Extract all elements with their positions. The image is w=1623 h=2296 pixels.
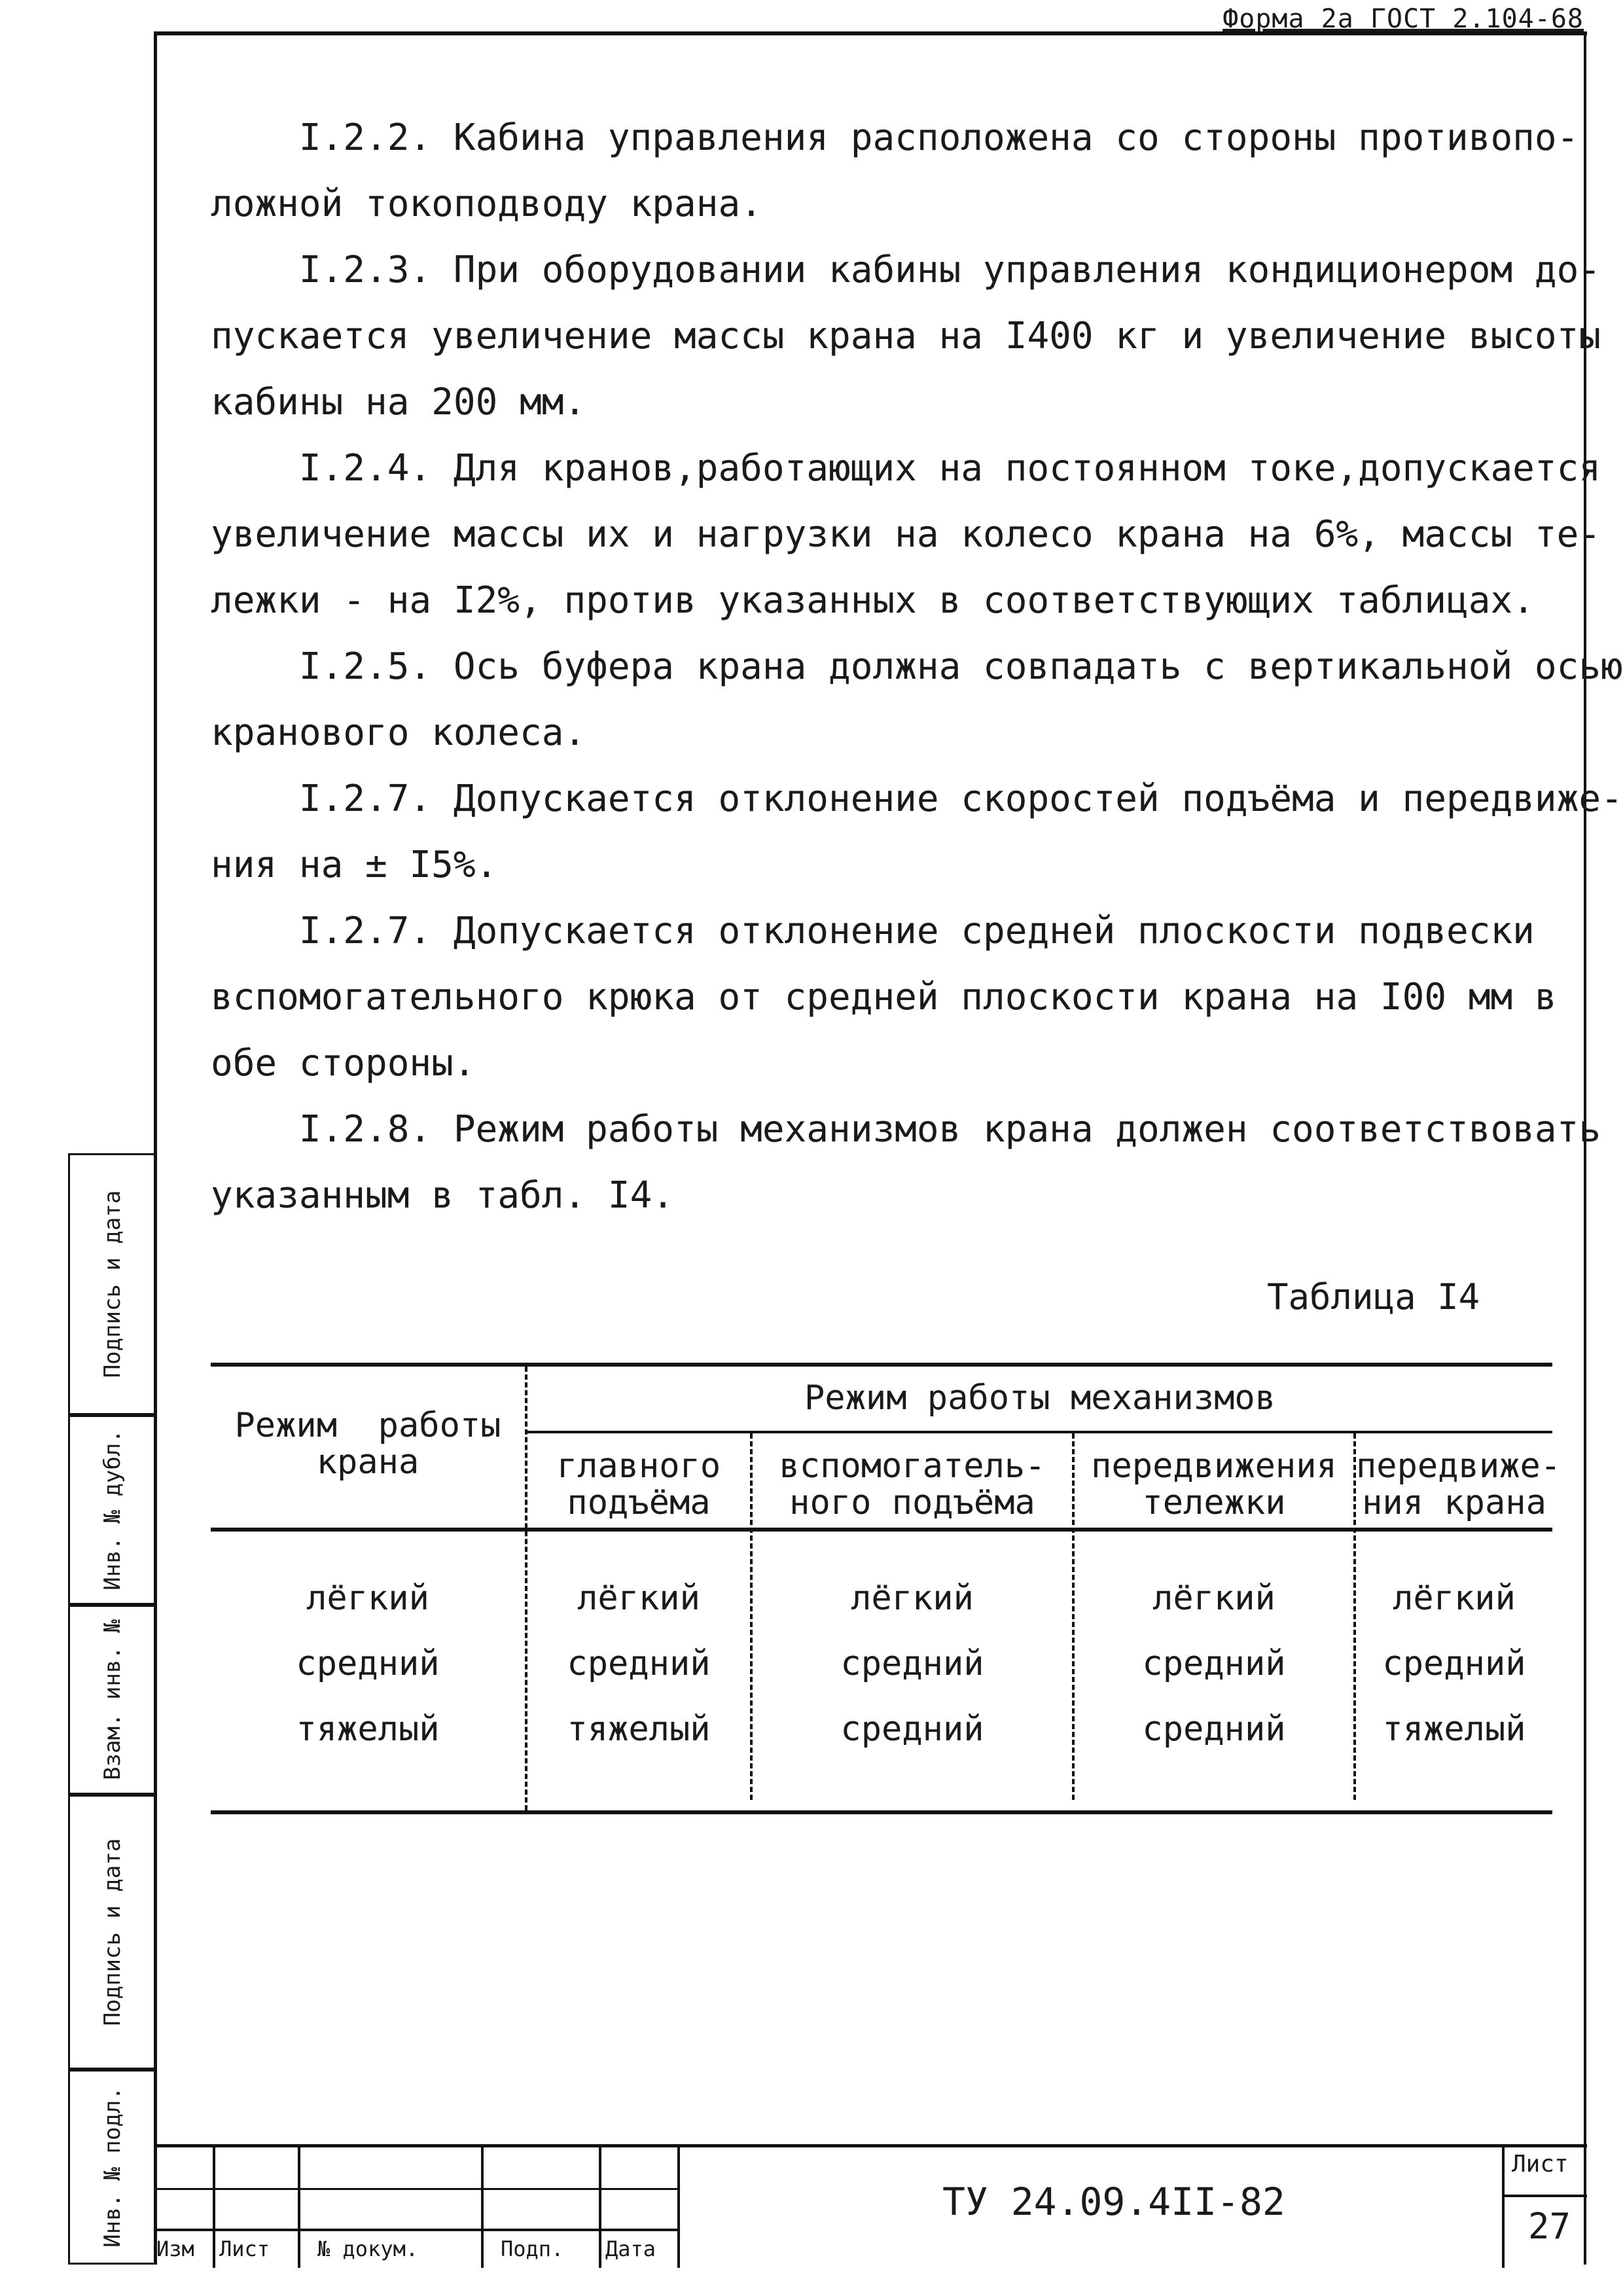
table-column-header: передвижения тележки — [1091, 1446, 1337, 1522]
side-field-signature-date-2 — [68, 1795, 154, 2070]
table-cell: средний — [1382, 1644, 1526, 1683]
text-line: ния на ± I5%. — [211, 844, 498, 886]
text-line: I.2.8. Режим работы механизмов крана должен соответствовать — [211, 1108, 1601, 1151]
table-cell: тяжелый — [296, 1710, 440, 1749]
table-cell: средний — [296, 1644, 440, 1683]
text-line: I.2.7. Допускается отклонение средней плоскости подвески — [211, 910, 1535, 952]
table-header-rule — [211, 1528, 1552, 1532]
text-line: лежки - на I2%, против указанных в соответствующих таблицах. — [211, 579, 1535, 622]
stamp-divider — [481, 2147, 484, 2268]
table-group-header: Режим работы механизмов — [804, 1378, 1276, 1418]
side-label: Подпись и дата — [99, 1838, 126, 2026]
text-line: I.2.3. При оборудовании кабины управления кондиционером до- — [211, 249, 1601, 291]
text-line: кранового колеса. — [211, 711, 586, 754]
side-field-signature-date — [68, 1153, 154, 1415]
form-label: Форма 2а ГОСТ 2.104-68 — [1222, 4, 1584, 34]
text-line: I.2.2. Кабина управления расположена со стороны противопо- — [211, 117, 1579, 159]
table-bottom-rule — [211, 1810, 1552, 1814]
text-line: увеличение массы их и нагрузки на колесо крана на 6%, массы те- — [211, 513, 1601, 556]
table-top-rule — [211, 1363, 1552, 1367]
table-cell: лёгкий — [1152, 1579, 1275, 1618]
stamp-label: № докум. — [317, 2236, 419, 2261]
table-cell: тяжелый — [567, 1710, 711, 1749]
document-designation: ТУ 24.09.4II-82 — [942, 2179, 1285, 2224]
stamp-label: Лист — [219, 2236, 270, 2261]
table-cell: тяжелый — [1382, 1710, 1526, 1749]
side-label: Инв. № дубл. — [99, 1429, 126, 1590]
title-block — [154, 2144, 1587, 2265]
table-cell: средний — [1142, 1710, 1286, 1749]
side-label: Взам. инв. № — [99, 1619, 126, 1780]
table-cell: лёгкий — [1393, 1579, 1516, 1618]
text-line: пускается увеличение массы крана на I400 кг и увеличение высоты — [211, 315, 1601, 357]
side-field-duplicate-number — [68, 1415, 154, 1605]
side-field-original-number — [68, 2070, 154, 2265]
stamp-divider — [599, 2147, 601, 2268]
side-label: Инв. № подл. — [99, 2087, 126, 2248]
stamp-divider — [298, 2147, 300, 2268]
sheet-number: 27 — [1528, 2206, 1571, 2247]
frame-top-border — [154, 31, 1587, 35]
table-column-header: вспомогатель- ного подъёма — [779, 1446, 1046, 1522]
stamp-label: Подп. — [501, 2236, 564, 2261]
table-row-header: Режим работы крана — [234, 1406, 501, 1482]
table-cell: лёгкий — [577, 1579, 700, 1618]
table-cell: средний — [567, 1644, 711, 1683]
table-cell: средний — [1142, 1644, 1286, 1683]
text-line: вспомогательного крюка от средней плоскости крана на I00 мм в — [211, 976, 1557, 1018]
table-column-header: главного подъёма — [556, 1446, 721, 1522]
document-body — [211, 105, 1623, 1229]
text-line: ложной токоподводу крана. — [211, 183, 762, 225]
text-line: I.2.5. Ось буфера крана должна совпадать с вертикальной осью — [211, 645, 1623, 688]
text-line: обе стороны. — [211, 1042, 476, 1085]
text-line: кабины на 200 мм. — [211, 381, 586, 423]
table-cell: средний — [840, 1644, 984, 1683]
stamp-divider — [1502, 2147, 1505, 2268]
text-line: I.2.7. Допускается отклонение скоростей подъёма и передвиже- — [211, 778, 1623, 820]
sheet-label: Лист — [1512, 2151, 1569, 2178]
stamp-divider — [677, 2147, 680, 2268]
stamp-row-rule — [1502, 2195, 1587, 2197]
stamp-label: Изм — [156, 2236, 194, 2261]
table-column-header: передвиже- ния крана — [1356, 1446, 1561, 1522]
text-line: I.2.4. Для кранов,работающих на постоянном токе,допускается — [211, 447, 1601, 490]
table-cell: лёгкий — [851, 1579, 974, 1618]
table-cell: средний — [840, 1710, 984, 1749]
table-cell: лёгкий — [306, 1579, 429, 1618]
table-group-rule — [525, 1431, 1552, 1433]
side-label: Подпись и дата — [99, 1190, 126, 1378]
table-caption: Таблица I4 — [1267, 1276, 1480, 1318]
side-field-replacement-number — [68, 1605, 154, 1795]
text-line: указанным в табл. I4. — [211, 1174, 675, 1217]
stamp-divider — [213, 2147, 215, 2268]
stamp-label: Дата — [605, 2236, 656, 2261]
